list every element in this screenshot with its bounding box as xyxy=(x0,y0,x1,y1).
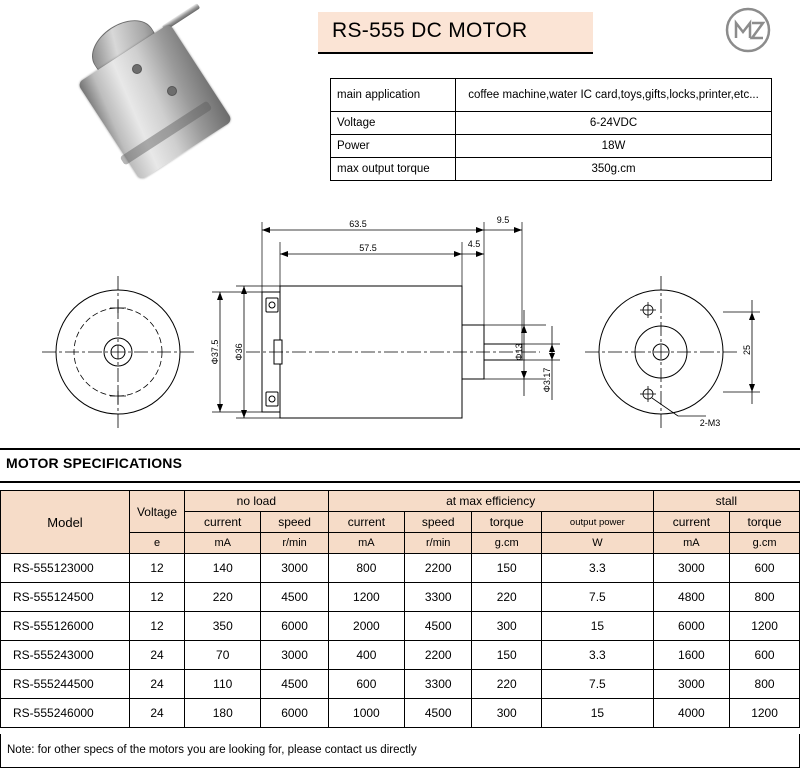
page-title: RS-555 DC MOTOR xyxy=(332,19,528,42)
cell-me-current: 600 xyxy=(328,670,404,699)
cell-nl-speed: 3000 xyxy=(261,641,328,670)
dim-overall-length: 63.5 xyxy=(349,219,367,229)
table-row xyxy=(1,583,800,612)
cell-nl-current: 350 xyxy=(185,612,261,641)
cell-nl-current: 220 xyxy=(185,583,261,612)
spec-key: Power xyxy=(331,135,456,158)
cell-me-power: 15 xyxy=(542,699,654,728)
col-maxeff-current: current xyxy=(328,512,404,533)
cell-st-torque: 1200 xyxy=(730,699,800,728)
table-row xyxy=(1,670,800,699)
cell-model: RS-555244500 xyxy=(1,670,130,699)
cell-me-torque: 300 xyxy=(472,699,542,728)
summary-spec-table xyxy=(330,78,772,181)
spec-value: 350g.cm xyxy=(456,158,772,181)
group-max-efficiency: at max efficiency xyxy=(328,491,653,512)
cell-st-current: 4800 xyxy=(653,583,729,612)
table-row xyxy=(331,135,772,158)
footer-note: Note: for other specs of the motors you are looking for, please contact us directly xyxy=(0,734,800,768)
cell-st-current: 3000 xyxy=(653,670,729,699)
divider-top xyxy=(0,448,800,450)
motor-vent-hole xyxy=(132,64,142,74)
cell-st-torque: 600 xyxy=(730,554,800,583)
cell-nl-current: 140 xyxy=(185,554,261,583)
table-row xyxy=(1,641,800,670)
unit-noload-speed: r/min xyxy=(261,533,328,554)
cell-me-torque: 150 xyxy=(472,554,542,583)
cell-model: RS-555243000 xyxy=(1,641,130,670)
dim-rear-depth: 25 xyxy=(742,344,752,356)
cell-me-speed: 3300 xyxy=(405,670,472,699)
cell-st-torque: 600 xyxy=(730,641,800,670)
motor-product-photo xyxy=(42,8,292,193)
unit-maxeff-power: W xyxy=(542,533,654,554)
group-no-load: no load xyxy=(185,491,329,512)
col-stall-current: current xyxy=(653,512,729,533)
cell-nl-speed: 3000 xyxy=(261,554,328,583)
col-noload-current: current xyxy=(185,512,261,533)
cell-nl-speed: 4500 xyxy=(261,583,328,612)
section-title: MOTOR SPECIFICATIONS xyxy=(6,455,183,471)
cell-me-torque: 220 xyxy=(472,583,542,612)
unit-noload-current: mA xyxy=(185,533,261,554)
unit-voltage: e xyxy=(130,533,185,554)
spec-value: coffee machine,water IC card,toys,gifts,locks,printer,etc... xyxy=(456,79,772,112)
col-maxeff-speed: speed xyxy=(405,512,472,533)
unit-maxeff-speed: r/min xyxy=(405,533,472,554)
cell-voltage: 12 xyxy=(130,583,185,612)
cell-me-torque: 150 xyxy=(472,641,542,670)
divider-bottom xyxy=(0,481,800,483)
dim-boss-dia: Φ13 xyxy=(514,343,524,361)
cell-me-current: 1000 xyxy=(328,699,404,728)
technical-drawing xyxy=(0,200,800,445)
group-stall: stall xyxy=(653,491,799,512)
cell-model: RS-555126000 xyxy=(1,612,130,641)
cell-nl-current: 110 xyxy=(185,670,261,699)
cell-me-power: 7.5 xyxy=(542,670,654,699)
cell-me-speed: 4500 xyxy=(405,699,472,728)
table-row xyxy=(1,554,800,583)
cell-me-current: 2000 xyxy=(328,612,404,641)
unit-maxeff-torque: g.cm xyxy=(472,533,542,554)
cell-nl-current: 180 xyxy=(185,699,261,728)
dim-shaft-a: 9.5 xyxy=(496,215,510,225)
unit-stall-current: mA xyxy=(653,533,729,554)
col-maxeff-output-power: output power xyxy=(542,512,654,533)
mz-logo-icon xyxy=(724,6,772,54)
col-noload-speed: speed xyxy=(261,512,328,533)
spec-value: 18W xyxy=(456,135,772,158)
cell-me-speed: 3300 xyxy=(405,583,472,612)
dim-shaft-b: 4.5 xyxy=(467,239,481,249)
unit-stall-torque: g.cm xyxy=(730,533,800,554)
motor-vent-hole xyxy=(167,86,177,96)
cell-st-current: 4000 xyxy=(653,699,729,728)
table-header-row-1 xyxy=(1,491,800,512)
dim-body-length: 57.5 xyxy=(359,243,377,253)
cell-me-power: 15 xyxy=(542,612,654,641)
cell-nl-speed: 6000 xyxy=(261,612,328,641)
col-maxeff-torque: torque xyxy=(472,512,542,533)
header-section xyxy=(0,0,800,200)
unit-maxeff-current: mA xyxy=(328,533,404,554)
cell-model: RS-555124500 xyxy=(1,583,130,612)
cell-st-current: 3000 xyxy=(653,554,729,583)
col-stall-torque: torque xyxy=(730,512,800,533)
cell-me-speed: 2200 xyxy=(405,641,472,670)
cell-st-current: 1600 xyxy=(653,641,729,670)
table-row xyxy=(331,158,772,181)
cell-model: RS-555246000 xyxy=(1,699,130,728)
cell-me-speed: 2200 xyxy=(405,554,472,583)
cell-st-torque: 800 xyxy=(730,583,800,612)
table-row xyxy=(1,612,800,641)
cell-voltage: 12 xyxy=(130,612,185,641)
table-row xyxy=(1,699,800,728)
cell-me-speed: 4500 xyxy=(405,612,472,641)
col-voltage: Voltage xyxy=(130,491,185,533)
dim-flange-dia: Φ37.5 xyxy=(210,339,220,365)
cell-me-power: 3.3 xyxy=(542,554,654,583)
cell-voltage: 24 xyxy=(130,641,185,670)
dim-hole-note: 2-M3 xyxy=(699,418,721,428)
spec-value: 6-24VDC xyxy=(456,112,772,135)
spec-key: max output torque xyxy=(331,158,456,181)
dim-shaft-dia: Φ3.17 xyxy=(542,367,552,393)
cell-voltage: 12 xyxy=(130,554,185,583)
cell-nl-speed: 4500 xyxy=(261,670,328,699)
cell-me-current: 400 xyxy=(328,641,404,670)
spec-key: main application xyxy=(331,79,456,112)
cell-st-torque: 800 xyxy=(730,670,800,699)
cell-nl-current: 70 xyxy=(185,641,261,670)
cell-voltage: 24 xyxy=(130,670,185,699)
dim-body-dia: Φ36 xyxy=(234,343,244,361)
cell-me-current: 800 xyxy=(328,554,404,583)
cell-voltage: 24 xyxy=(130,699,185,728)
cell-me-power: 7.5 xyxy=(542,583,654,612)
cell-model: RS-555123000 xyxy=(1,554,130,583)
motor-specifications-table xyxy=(0,490,800,728)
cell-me-power: 3.3 xyxy=(542,641,654,670)
cell-st-torque: 1200 xyxy=(730,612,800,641)
col-model: Model xyxy=(1,491,130,554)
table-row xyxy=(331,79,772,112)
cell-me-torque: 300 xyxy=(472,612,542,641)
page-title-banner xyxy=(318,12,593,54)
cell-me-torque: 220 xyxy=(472,670,542,699)
cell-st-current: 6000 xyxy=(653,612,729,641)
spec-key: Voltage xyxy=(331,112,456,135)
cell-nl-speed: 6000 xyxy=(261,699,328,728)
cell-me-current: 1200 xyxy=(328,583,404,612)
table-row xyxy=(331,112,772,135)
